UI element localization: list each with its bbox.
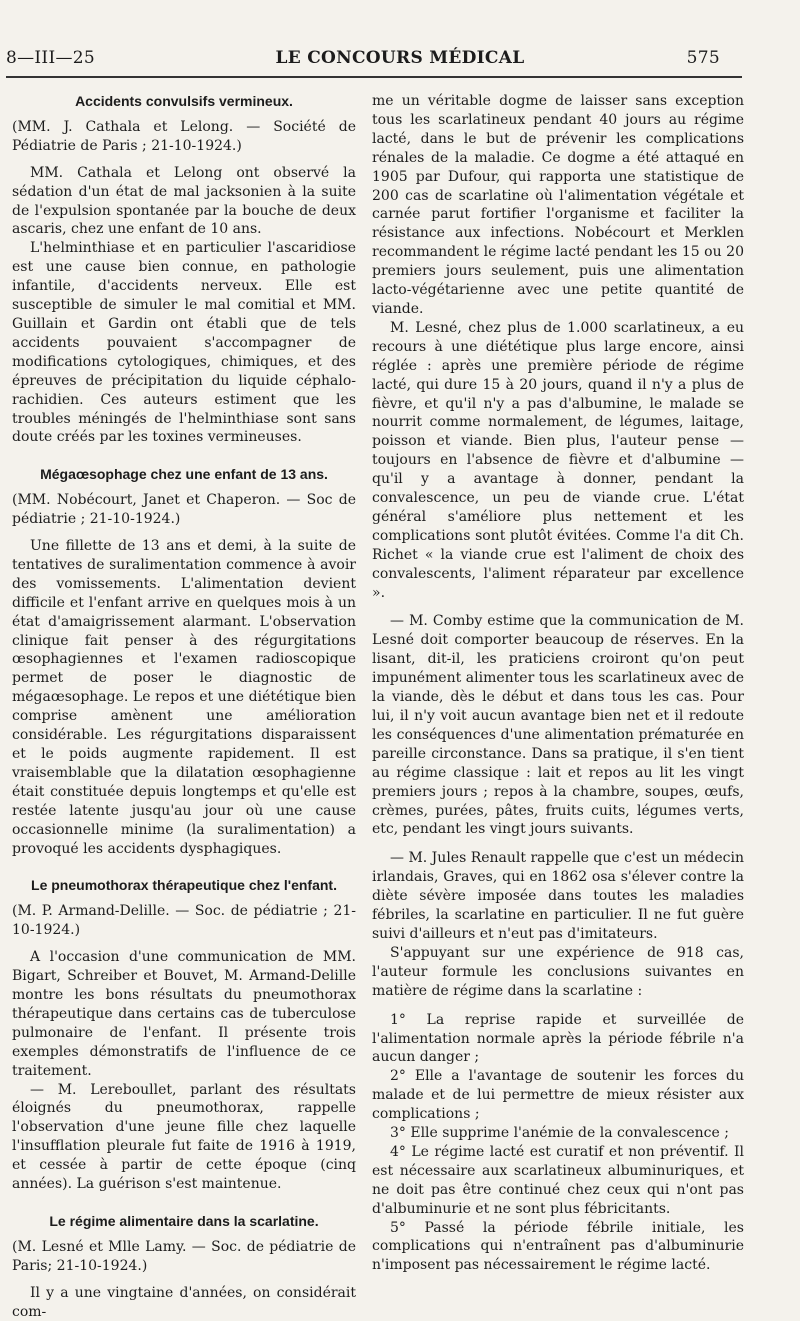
section-reference: (M. P. Armand-Delille. — Soc. de pédiatrie ; 21-10-1924.) [12, 903, 356, 939]
journal-title: LE CONCOURS MÉDICAL [275, 48, 525, 68]
section-title: Mégaœsophage chez une enfant de 13 ans. [40, 466, 328, 483]
paragraph: — M. Jules Renault rappelle que c'est un médecin irlandais, Graves, qui en 1862 osa s'élever contre la diète sévère imposée dans toutes les maladies fébriles, la scarlatine en particulier. Il ne fut guère suivi d'ailleurs et n'eut pas d'imitateurs. [372, 850, 744, 942]
section-title: Le pneumothorax thérapeutique chez l'enfant. [31, 877, 337, 894]
section-reference: (M. Lesné et Mlle Lamy. — Soc. de pédiatrie de Paris; 21-10-1924.) [12, 1238, 356, 1274]
conclusion-item: 3° Elle supprime l'anémie de la convalescence ; [390, 1125, 729, 1142]
issue-number: 8—III—25 [6, 48, 95, 68]
section-title: Accidents convulsifs vermineux. [75, 93, 293, 109]
paragraph: — M. Comby estime que la communication de M. Lesné doit comporter beaucoup de réserves. En la lisant, dit-il, les praticiens croiront qu'on peut impunément alimenter tous les scarlatineux avec de la viande, dès le début et dans tous les cas. Pour lui, il n'y voit aucun avantage bien net et il redoute les conséquences d'une alimentation prématurée en pareille circonstance. Dans sa pratique, il s'en tient au régime classique : lait et repos au lit les vingt premiers jours ; repos à la chambre, soupes, œufs, crèmes, purées, pâtes, fruits cuits, légumes verts, etc, pendant les vingt jours suivants. [372, 613, 744, 838]
conclusion-item: 2° Elle a l'avantage de soutenir les forces du malade et de lui permettre de mieux résister aux complications ; [372, 1068, 744, 1123]
left-column [12, 92, 356, 1321]
conclusion-item: 5° Passé la période fébrile initiale, les complications qui n'entraînent pas d'albuminurie n'imposent pas nécessairement le régime lacté. [372, 1219, 744, 1274]
paragraph: M. Lesné, chez plus de 1.000 scarlatineux, a eu recours à une diététique plus large encore, ainsi réglée : après une première période de régime lacté, qui dure 15 à 20 jours, quand il n'y a plus de fièvre, et qu'il n'y a pas d'albumine, le malade se nourrit comme normalement, de légumes, laitage, poisson et viande. Bien plus, l'auteur pense — toujours en l'absence de fièvre et d'albumine — qu'il y a avantage à donner, pendant la convalescence, un peu de viande crue. L'état général s'améliore plus nettement et les complications sont plutôt évitées. Comme l'a dit Ch. Richet « la viande crue est l'aliment de choix des convalescents, l'aliment réparateur par excellence ». [372, 319, 744, 601]
paragraph: MM. Cathala et Lelong ont observé la sédation d'un état de mal jacksonien à la suite de l'expulsion spontanée par la bouche de deux ascaris, chez une enfant de 10 ans. [12, 164, 356, 238]
paragraph: me un véritable dogme de laisser sans exception tous les scarlatineux pendant 40 jours au régime lacté, dans le but de prévenir les complications rénales de la maladie. Ce dogme a été attaqué en 1905 par Dufour, qui rapporta une statistique de 200 cas de scarlatine où l'alimentation végétale et carnée parut fortifier l'organisme et faciliter la résistance aux infections. Nobécourt et Merklen recommandent le régime lacté pendant les 15 ou 20 premiers jours seulement, puis une alimentation lacto-végétarienne avec une petite quantité de viande. [372, 93, 744, 317]
paragraph: A l'occasion d'une communication de MM. Bigart, Schreiber et Bouvet, M. Armand-Delille montre les bons résultats du pneumothorax thérapeutique dans certains cas de tuberculose pulmonaire de l'enfant. Il présente trois exemples démonstratifs de l'influence de ce traitement. [12, 949, 356, 1079]
right-column [372, 92, 744, 1275]
paragraph: Il y a une vingtaine d'années, on considérait com- [12, 1284, 356, 1320]
conclusion-item: 4° Le régime lacté est curatif et non préventif. Il est nécessaire aux scarlatineux albuminuriques, et ne doit pas être continué chez ceux qui n'ont pas d'albuminurie et ne sont plus fébricitants. [372, 1143, 744, 1217]
section-title: Le régime alimentaire dans la scarlatine. [49, 1212, 319, 1229]
paragraph: S'appuyant sur une expérience de 918 cas, l'auteur formule les conclusions suivantes en matière de régime dans la scarlatine : [372, 944, 744, 999]
section-reference: (MM. Nobécourt, Janet et Chaperon. — Soc de pédiatrie ; 21-10-1924.) [12, 492, 356, 528]
section-reference: (MM. J. Cathala et Lelong. — Société de Pédiatrie de Paris ; 21-10-1924.) [12, 118, 356, 154]
page-number: 575 [686, 48, 720, 68]
paragraph: Une fillette de 13 ans et demi, à la suite de tentatives de suralimentation commence à avoir des vomissements. L'alimentation devient difficile et l'enfant arrive en quelques mois à un état d'amaigrissement alarmant. L'observation clinique fait penser à des régurgitations œsophagiennes et l'examen radioscopique permet de poser le diagnostic de mégaœsophage. Le repos et une diététique bien comprise amènent une amélioration considérable. Les régurgitations disparaissent et le poids augmente rapidement. Il est vraisemblable que la dilatation œsophagienne était constituée depuis longtemps et qu'elle est restée latente jusqu'au jour où une cause occasionnelle minime (la suralimentation) a provoqué les accidents dysphagiques. [12, 538, 356, 857]
conclusion-item: 1° La reprise rapide et surveillée de l'alimentation normale après la période fébrile n'a aucun danger ; [372, 1011, 744, 1066]
paragraph: L'helminthiase et en particulier l'ascaridiose est une cause bien connue, en pathologie infantile, d'accidents nerveux. Elle est susceptible de simuler le mal comitial et MM. Guillain et Gardin ont établi que de tels accidents pouvaient s'accompagner de modifications cytologiques, chimiques, et des épreuves de précipitation du liquide céphalo-rachidien. Ces auteurs estiment que les troubles méningés de l'helminthiase sont sans doute créés par les toxines vermineuses. [12, 240, 356, 446]
header-rule [6, 76, 742, 78]
page-header [0, 44, 800, 74]
paragraph: — M. Lereboullet, parlant des résultats éloignés du pneumothorax, rappelle l'observation d'une jeune fille chez laquelle l'insufflation pleurale fut faite de 1916 à 1919, et cessée à partir de cette époque (cinq années). La guérison s'est maintenue. [12, 1081, 356, 1193]
